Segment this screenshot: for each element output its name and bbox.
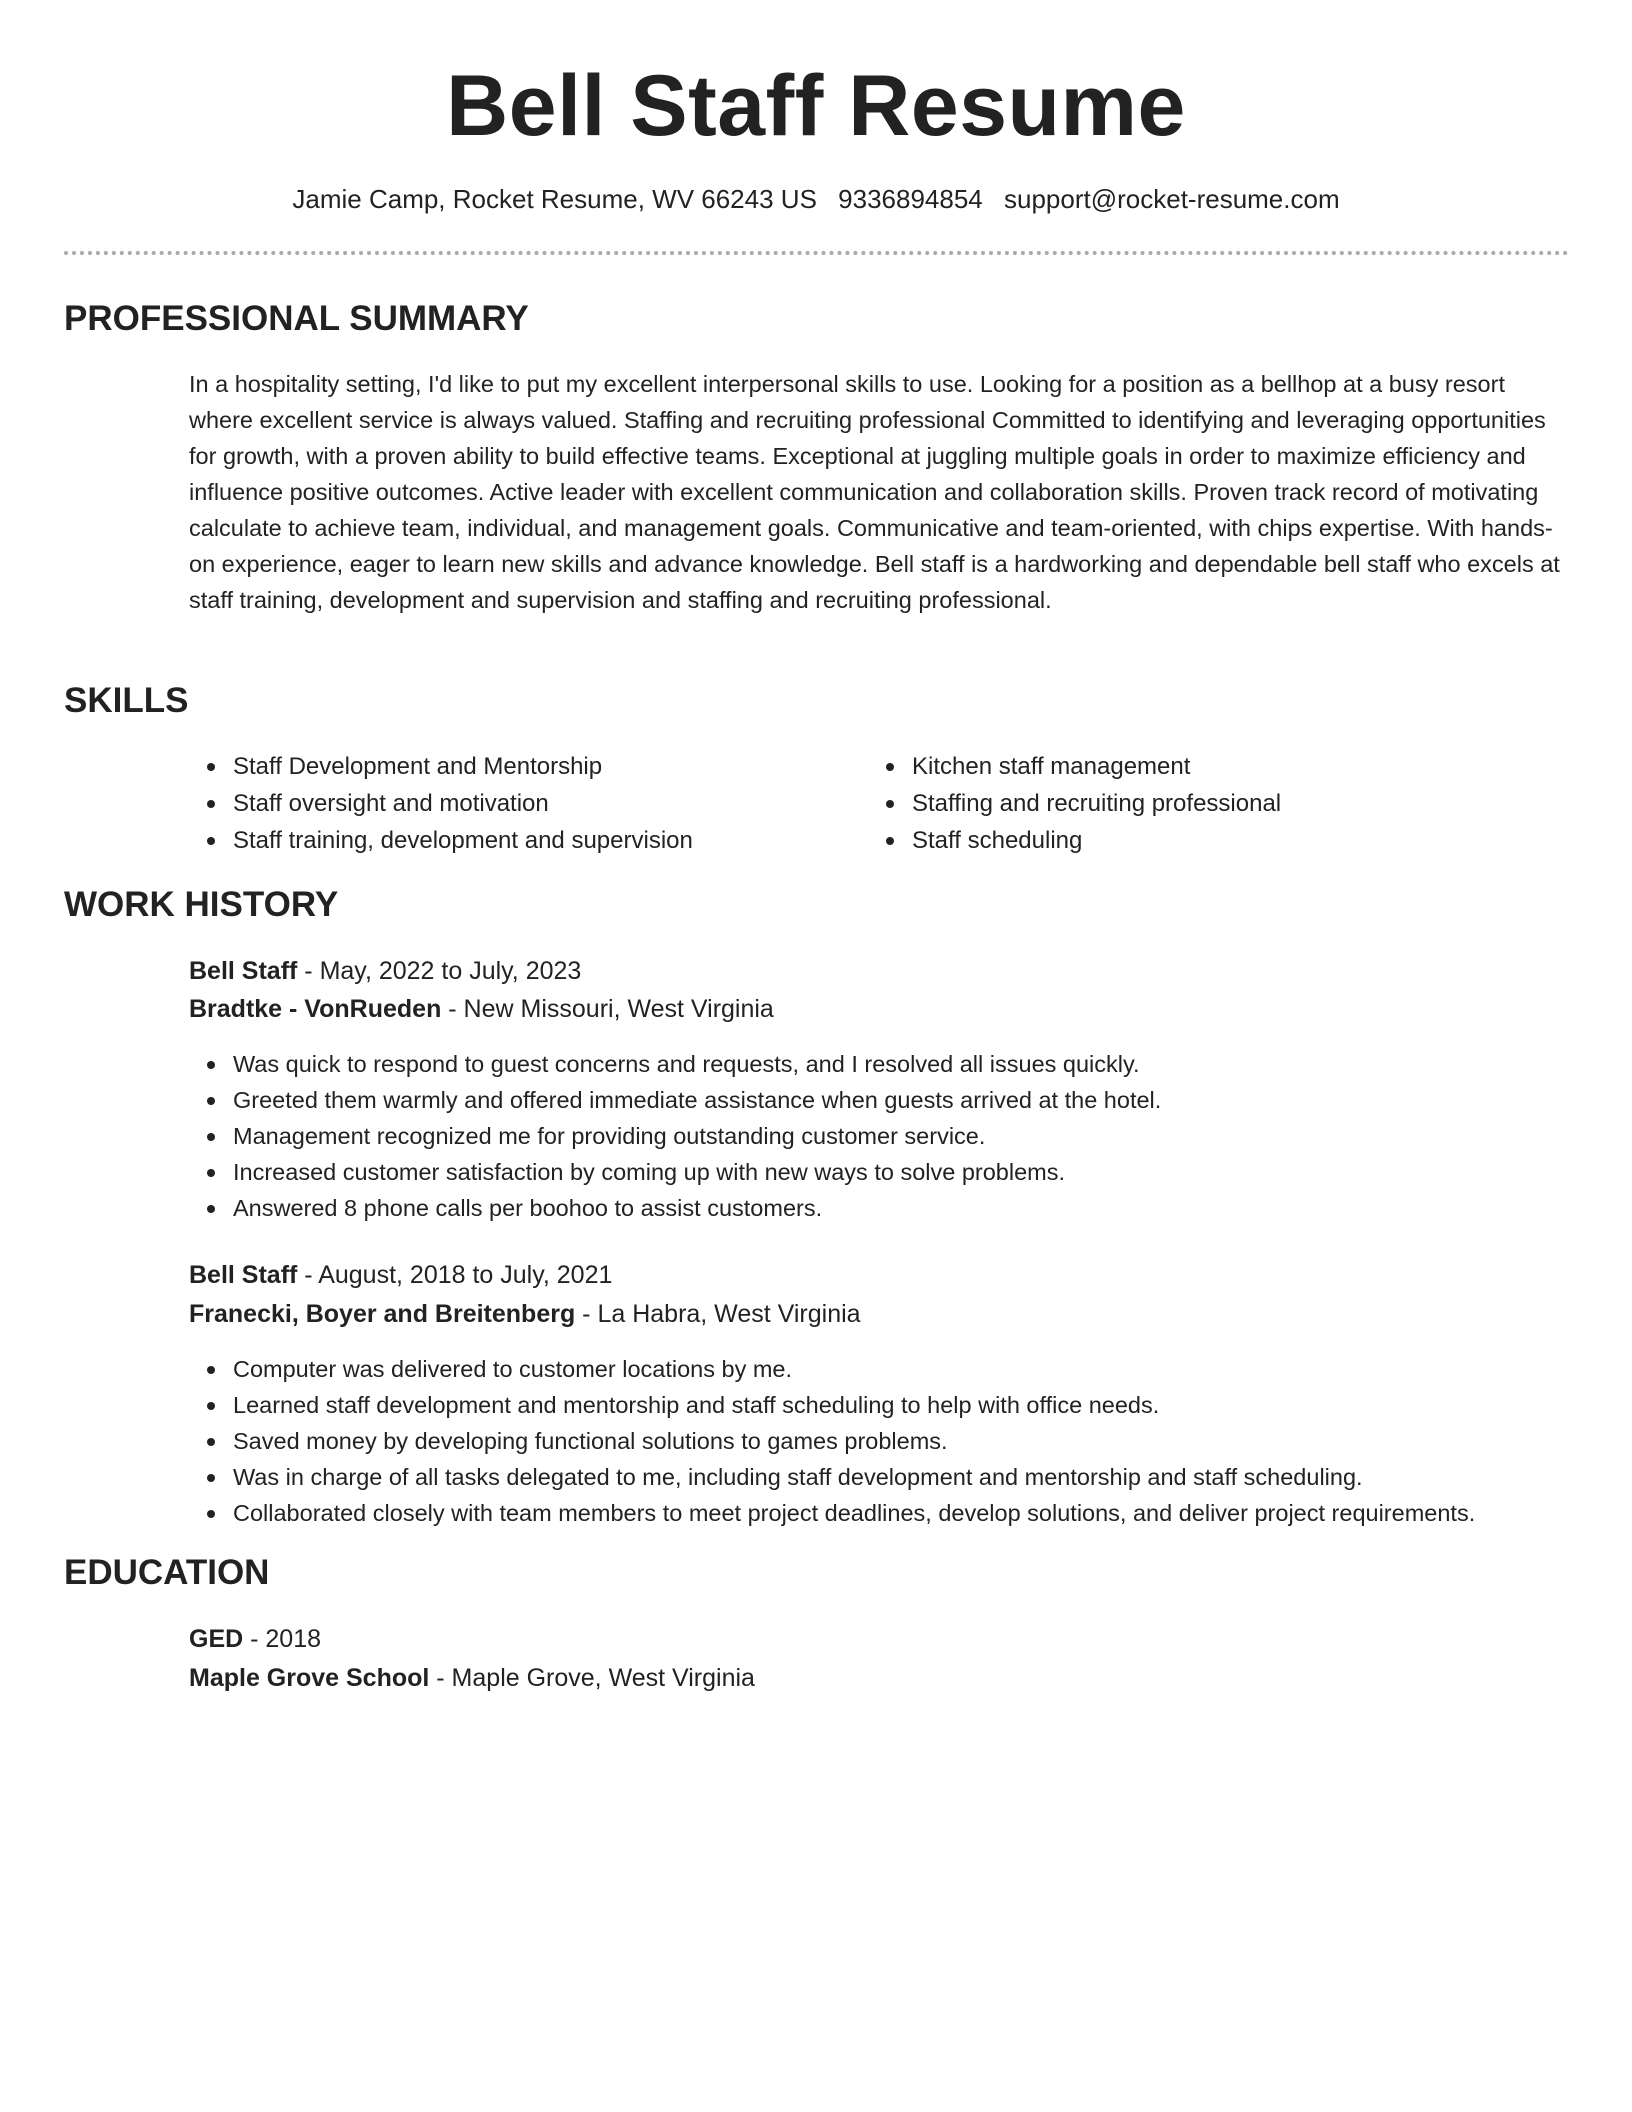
job-1-company: Bradtke - VonRueden	[189, 995, 442, 1023]
list-item: Staff training, development and supervision	[189, 822, 829, 859]
education-year: - 2018	[243, 1625, 322, 1653]
list-item: Greeted them warmly and offered immediate assistance when guests arrived at the hotel.	[189, 1082, 1589, 1118]
education-school-line	[189, 1661, 755, 1695]
list-item: Management recognized me for providing outstanding customer service.	[189, 1118, 1589, 1154]
contact-address: Jamie Camp, Rocket Resume, WV 66243 US	[292, 184, 817, 214]
job-2-dates: - August, 2018 to July, 2021	[297, 1261, 613, 1289]
summary-text: In a hospitality setting, I'd like to put my excellent interpersonal skills to use. Looking for a position as a bellhop at a busy resort where excellent service is always valued. Staffing and recruiting professional Committed to identifying and leveraging opportunities for growth, with a proven ability to build effective teams. Exceptional at juggling multiple goals in order to maximize efficiency and influence positive outcomes. Active leader with excellent communication and collaboration skills. Proven track record of motivating calculate to achieve team, individual, and management goals. Communicative and team-oriented, with chips expertise. With hands-on experience, eager to learn new skills and advance knowledge. Bell staff is a hardworking and dependable bell staff who excels at staff training, development and supervision and staffing and recruiting professional.	[189, 371, 1560, 613]
job-2-bullets	[189, 1351, 1589, 1531]
page-title: Bell Staff Resume	[446, 58, 1186, 154]
job-1-location: - New Missouri, West Virginia	[441, 995, 774, 1023]
education-school: Maple Grove School	[189, 1664, 430, 1692]
list-item: Was quick to respond to guest concerns and requests, and I resolved all issues quickly.	[189, 1046, 1589, 1082]
education-location: - Maple Grove, West Virginia	[429, 1664, 755, 1692]
list-item: Learned staff development and mentorship and staff scheduling to help with office needs.	[189, 1387, 1589, 1423]
skills-heading: SKILLS	[64, 681, 189, 720]
list-item: Kitchen staff management	[868, 748, 1508, 785]
work-heading: WORK HISTORY	[64, 885, 339, 924]
list-item: Was in charge of all tasks delegated to me, including staff development and mentorship and staff scheduling.	[189, 1459, 1589, 1495]
header-divider	[64, 251, 1569, 255]
list-item: Saved money by developing functional solutions to games problems.	[189, 1423, 1589, 1459]
list-item: Staffing and recruiting professional	[868, 785, 1508, 822]
contact-phone: 9336894854	[838, 184, 983, 214]
job-1-company-line	[189, 992, 774, 1026]
job-1-title-line	[189, 954, 581, 988]
job-2-company: Franecki, Boyer and Breitenberg	[189, 1300, 576, 1328]
job-2-company-line	[189, 1297, 861, 1331]
skills-list-right	[868, 748, 1508, 859]
skills-list-left	[189, 748, 829, 859]
list-item: Staff oversight and motivation	[189, 785, 829, 822]
education-degree: GED	[189, 1625, 244, 1653]
job-1-bullets	[189, 1046, 1589, 1226]
contact-line	[0, 182, 1632, 216]
list-item: Staff Development and Mentorship	[189, 748, 829, 785]
list-item: Staff scheduling	[868, 822, 1508, 859]
job-1-title: Bell Staff	[189, 957, 298, 985]
list-item: Answered 8 phone calls per boohoo to assist customers.	[189, 1190, 1589, 1226]
job-2-title: Bell Staff	[189, 1261, 298, 1289]
job-2-location: - La Habra, West Virginia	[575, 1300, 861, 1328]
job-2-title-line	[189, 1258, 612, 1292]
contact-email: support@rocket-resume.com	[1004, 184, 1340, 214]
list-item: Increased customer satisfaction by coming up with new ways to solve problems.	[189, 1154, 1589, 1190]
list-item: Computer was delivered to customer locations by me.	[189, 1351, 1589, 1387]
list-item: Collaborated closely with team members to meet project deadlines, develop solutions, and deliver project requirements.	[189, 1495, 1589, 1531]
education-degree-line	[189, 1622, 321, 1656]
education-heading: EDUCATION	[64, 1553, 270, 1592]
job-1-dates: - May, 2022 to July, 2023	[297, 957, 582, 985]
summary-heading: PROFESSIONAL SUMMARY	[64, 299, 529, 338]
